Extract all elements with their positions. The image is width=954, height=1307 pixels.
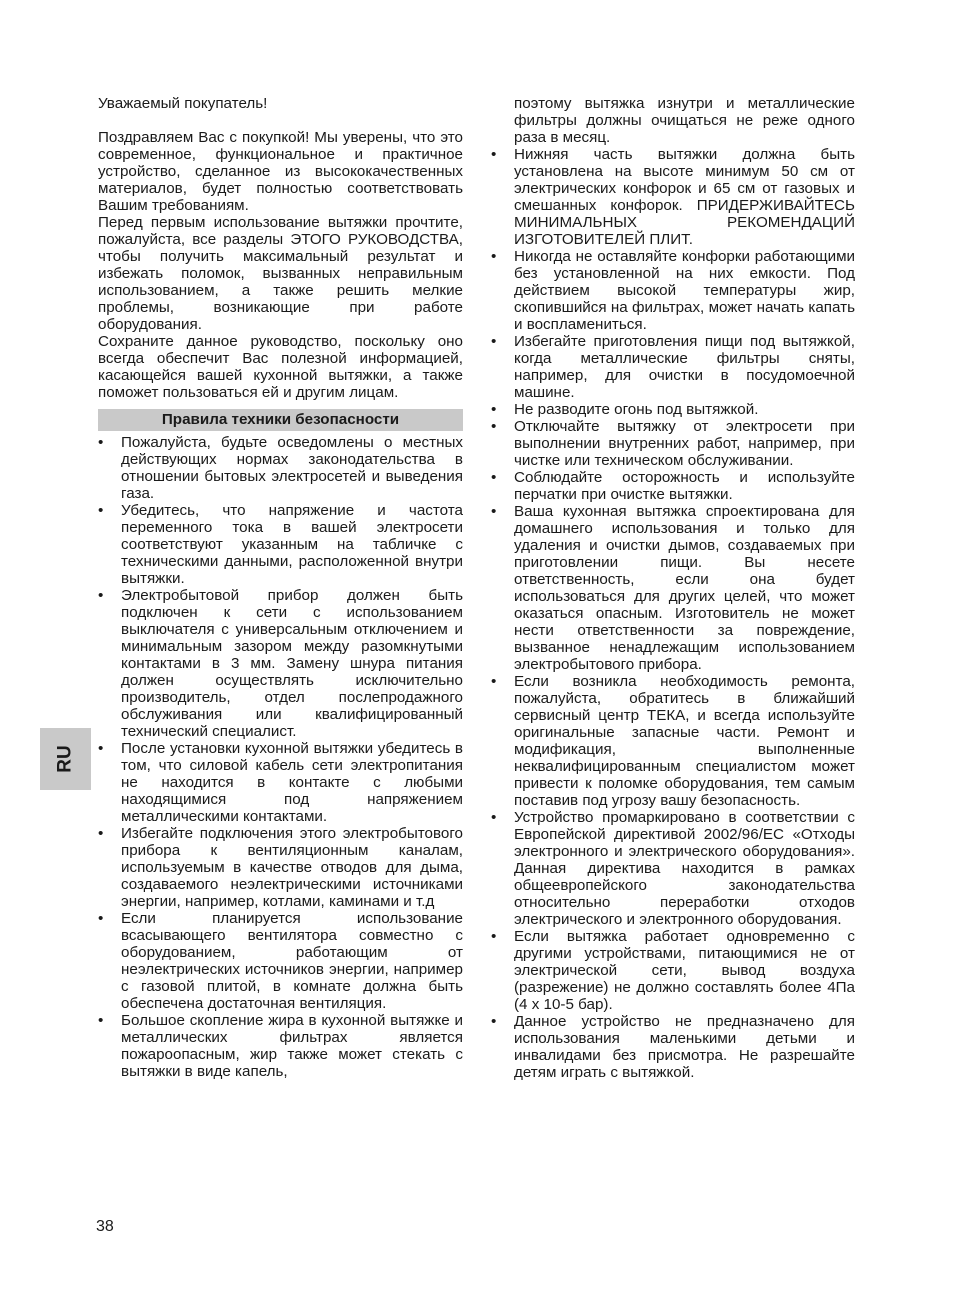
list-item: • Нижняя часть вытяжки должна быть установлена на высоте минимум 50 см от электрических конфорок и 65 см от газовых и смешанных конфорок. ПРИДЕРЖИВАЙТЕСЬ МИНИМАЛЬНЫХ РЕКОМЕНДАЦИЙ ИЗГОТОВИТЕЛЕЙ ПЛИТ. [491,146,855,248]
list-item-continuation: поэтому вытяжка изнутри и металлические фильтры должны очищаться не реже одного раза в месяц. [514,95,855,146]
intro-paragraph-3: Сохраните данное руководство, поскольку оно всегда обеспечит Вас полезной информацией, касающейся вашей кухонной вытяжки, а также поможет пользоваться ей и другим лицам. [98,333,463,401]
list-item: • Устройство промаркировано в соответствии с Европейской директивой 2002/96/ЕС «Отходы электронного и электрического оборудования». Данная директива находится в рамках общеевропейского законодательства относительно переработки отходов электрического и электронного оборудования. [491,809,855,928]
list-item: • Пожалуйста, будьте осведомлены о местных действующих нормах законодательства в отношении бытовых электросетей и выведения газа. [98,434,463,502]
list-item: • Убедитесь, что напряжение и частота переменного тока в вашей электросети соответствуют указанным на табличке с техническими данными, расположенной внутри вытяжки. [98,502,463,587]
list-item: • Если возникла необходимость ремонта, пожалуйста, обратитесь в ближайший сервисный центр ТЕКА, и всегда используйте оригинальные запасные части. Ремонт и модификация, выполненные неквалифицированным специалистом может привести к поломке оборудования, тем самым поставив под угрозу вашу безопасность. [491,673,855,809]
language-tab-label: RU [54,745,76,773]
right-column [491,95,855,1081]
list-item: • После установки кухонной вытяжки убедитесь в том, что силовой кабель сети электропитания не находится в контакте с любыми находящимися под напряжением металлическими контактами. [98,740,463,825]
greeting: Уважаемый покупатель! [98,95,268,112]
safety-rules-list-right [491,146,855,1081]
list-item: • Ваша кухонная вытяжка спроектирована для домашнего использования и только для удаления и очистки дымов, создаваемых при приготовлении пищи. Вы несете ответственность, если она будет использоваться для других целей, что может оказаться опасным. Изготовитель не может нести ответственности за повреждение, вызванное ненадлежащим использованием электробытового прибора. [491,503,855,673]
list-item: • Большое скопление жира в кухонной вытяжке и металлических фильтрах является пожароопасным, жир также может стекать с вытяжки в виде капель, [98,1012,463,1080]
list-item: • Если планируется использование всасывающего вентилятора совместно с оборудованием, работающим от неэлектрических источников энергии, например с газовой плитой, в комнате должна быть обеспечена достаточная вентиляция. [98,910,463,1012]
safety-rules-list-left [98,434,463,1080]
page-number: 38 [96,1218,114,1235]
list-item: • Данное устройство не предназначено для использования маленькими детьми и инвалидами без присмотра. Не разрешайте детям играть с вытяжкой. [491,1013,855,1081]
intro-paragraph-2: Перед первым использование вытяжки прочтите, пожалуйста, все разделы ЭТОГО РУКОВОДСТВА, чтобы получить максимальный результат и избежать поломок, вызванных неправильным использованием, а также решить мелкие проблемы, возникающие при работе оборудования. [98,214,463,333]
list-item: • Не разводите огонь под вытяжкой. [491,401,855,418]
intro-paragraph-1: Поздравляем Вас с покупкой! Мы уверены, что это современное, функциональное и практичное устройство, сделанное из высококачественных материалов, будет полностью соответствовать Вашим требованиям. [98,129,463,214]
list-item: • Никогда не оставляйте конфорки работающими без установленной на них емкости. Под действием высокой температуры жир, скопившийся на фильтрах, может начать капать и воспламениться. [491,248,855,333]
list-item: • Если вытяжка работает одновременно с другими устройствами, питающимися не от электрической сети, вывод воздуха (разрежение) не должно составлять более 4Па (4 x 10-5 бар). [491,928,855,1013]
list-item: • Электробытовой прибор должен быть подключен к сети с использованием выключателя с универсальным отключением и минимальным зазором между разомкнутыми контактами в 3 мм. Замену шнура питания должен осуществлять исключительно производитель, отдел послепродажного обслуживания или квалифицированный технический специалист. [98,587,463,740]
list-item: • Избегайте подключения этого электробытового прибора к вентиляционным каналам, используемым в качестве отводов для дыма, создаваемого неэлектрическими источниками энергии, например, котлами, каминами и т.д [98,825,463,910]
left-column [98,95,463,1080]
list-item: • Соблюдайте осторожность и используйте перчатки при очистке вытяжки. [491,469,855,503]
language-tab [40,728,91,790]
list-item: • Отключайте вытяжку от электросети при выполнении внутренних работ, например, при чистке или техническом обслуживании. [491,418,855,469]
list-item: • Избегайте приготовления пищи под вытяжкой, когда металлические фильтры сняты, например, для очистки в посудомоечной машине. [491,333,855,401]
section-heading-safety: Правила техники безопасности [98,409,463,431]
